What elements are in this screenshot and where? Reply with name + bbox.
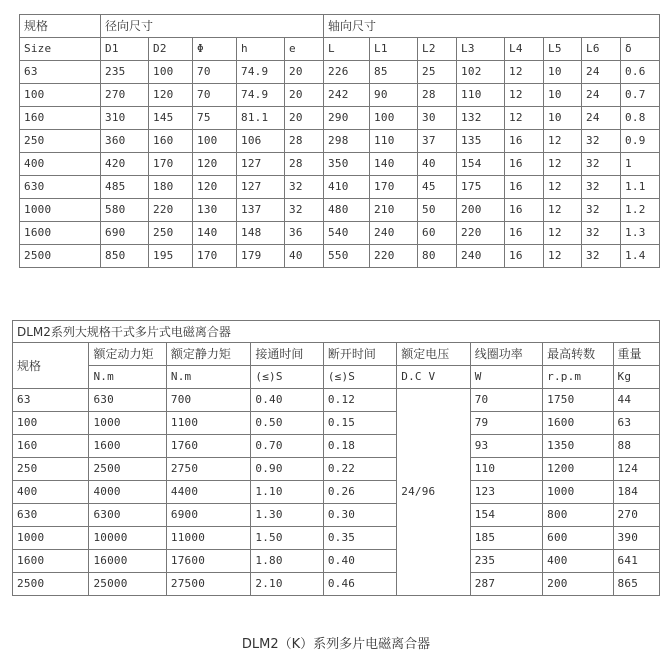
table-cell: 85 xyxy=(370,61,418,84)
table-cell: 1000 xyxy=(20,199,101,222)
voltage-cell: 24/96 xyxy=(397,389,470,596)
table-cell: 1000 xyxy=(543,481,613,504)
table-cell: 63 xyxy=(13,389,89,412)
table-cell: 12 xyxy=(544,153,582,176)
table-cell: 1.2 xyxy=(621,199,660,222)
table-cell: 0.9 xyxy=(621,130,660,153)
table-cell: 24 xyxy=(582,84,621,107)
table-cell: 420 xyxy=(101,153,149,176)
table-cell: 120 xyxy=(193,153,237,176)
table-cell: 75 xyxy=(193,107,237,130)
table-cell: 1000 xyxy=(89,412,166,435)
table-row xyxy=(20,199,660,222)
table-cell: 12 xyxy=(544,222,582,245)
table-cell: 24 xyxy=(582,107,621,130)
table-cell: 550 xyxy=(324,245,370,268)
table-cell: 88 xyxy=(613,435,659,458)
clutch-table-title-row xyxy=(13,321,660,343)
table-cell: 17600 xyxy=(166,550,251,573)
table-cell: 60 xyxy=(418,222,457,245)
table-cell: 127 xyxy=(237,153,285,176)
table-cell: 12 xyxy=(505,84,544,107)
column-header: 额定电压 xyxy=(397,343,470,366)
table-cell: 32 xyxy=(582,245,621,268)
table-cell: 16 xyxy=(505,245,544,268)
table-cell: 0.15 xyxy=(323,412,396,435)
table-cell: 32 xyxy=(285,199,324,222)
table-cell: 6300 xyxy=(89,504,166,527)
table-cell: 24 xyxy=(582,61,621,84)
table-cell: 270 xyxy=(101,84,149,107)
table-cell: 32 xyxy=(582,222,621,245)
table-cell: 1350 xyxy=(543,435,613,458)
table-cell: 1 xyxy=(621,153,660,176)
table-cell: 1600 xyxy=(543,412,613,435)
table-row xyxy=(13,527,660,550)
table-cell: 1600 xyxy=(20,222,101,245)
table-cell: 160 xyxy=(13,435,89,458)
table-cell: 480 xyxy=(324,199,370,222)
table-cell: 390 xyxy=(613,527,659,550)
table-cell: 74.9 xyxy=(237,61,285,84)
table-cell: 135 xyxy=(457,130,505,153)
table-cell: 184 xyxy=(613,481,659,504)
table-cell: 100 xyxy=(13,412,89,435)
table-cell: 2.10 xyxy=(251,573,323,596)
table-cell: 140 xyxy=(370,153,418,176)
table-cell: 70 xyxy=(193,84,237,107)
table-cell: 12 xyxy=(544,130,582,153)
clutch-table-title: DLM2系列大规格干式多片式电磁离合器 xyxy=(13,321,660,343)
table-cell: 1200 xyxy=(543,458,613,481)
column-header: L3 xyxy=(457,38,505,61)
table-cell: 12 xyxy=(544,199,582,222)
column-header: 额定动力矩 xyxy=(89,343,166,366)
table-cell: 137 xyxy=(237,199,285,222)
table-cell: 0.30 xyxy=(323,504,396,527)
table-cell: 28 xyxy=(418,84,457,107)
dimensions-table xyxy=(19,14,660,268)
table-cell: 195 xyxy=(149,245,193,268)
table-cell: 93 xyxy=(470,435,542,458)
table-cell: 2500 xyxy=(89,458,166,481)
table-cell: 600 xyxy=(543,527,613,550)
table-cell: 32 xyxy=(582,199,621,222)
table-cell: 63 xyxy=(20,61,101,84)
table-cell: 100 xyxy=(149,61,193,84)
table-cell: 235 xyxy=(101,61,149,84)
table-cell: 270 xyxy=(613,504,659,527)
table-cell: 0.90 xyxy=(251,458,323,481)
table-cell: 154 xyxy=(457,153,505,176)
table-cell: 140 xyxy=(193,222,237,245)
table-row xyxy=(20,130,660,153)
table-cell: 865 xyxy=(613,573,659,596)
table-cell: 630 xyxy=(20,176,101,199)
table-cell: 1.1 xyxy=(621,176,660,199)
table-row xyxy=(13,412,660,435)
table-cell: 16000 xyxy=(89,550,166,573)
table-cell: 641 xyxy=(613,550,659,573)
column-header: Size xyxy=(20,38,101,61)
table-cell: 0.40 xyxy=(323,550,396,573)
spec-header: 规格 xyxy=(13,343,89,389)
table-cell: 6900 xyxy=(166,504,251,527)
table-cell: 400 xyxy=(20,153,101,176)
table-cell: 4000 xyxy=(89,481,166,504)
column-header: 额定静力矩 xyxy=(166,343,251,366)
table-row xyxy=(13,389,660,412)
table-cell: 220 xyxy=(457,222,505,245)
table-cell: 10 xyxy=(544,84,582,107)
table-cell: 170 xyxy=(370,176,418,199)
table-cell: 20 xyxy=(285,61,324,84)
table-cell: 0.35 xyxy=(323,527,396,550)
table-row xyxy=(20,153,660,176)
table-cell: 110 xyxy=(457,84,505,107)
table-cell: 240 xyxy=(370,222,418,245)
table-cell: 400 xyxy=(543,550,613,573)
table-cell: 1000 xyxy=(13,527,89,550)
column-header: L6 xyxy=(582,38,621,61)
table-cell: 170 xyxy=(193,245,237,268)
table-cell: 50 xyxy=(418,199,457,222)
table-row xyxy=(13,504,660,527)
table-cell: 4400 xyxy=(166,481,251,504)
table-row xyxy=(13,573,660,596)
table-cell: 0.12 xyxy=(323,389,396,412)
table-cell: 298 xyxy=(324,130,370,153)
table-row xyxy=(20,245,660,268)
table-cell: 0.8 xyxy=(621,107,660,130)
column-header: 断开时间 xyxy=(323,343,396,366)
table-cell: 220 xyxy=(370,245,418,268)
table-cell: 250 xyxy=(13,458,89,481)
table-cell: 360 xyxy=(101,130,149,153)
clutch-spec-table xyxy=(12,320,660,596)
table-cell: 102 xyxy=(457,61,505,84)
spec-header: 规格 xyxy=(20,15,101,38)
table-cell: 36 xyxy=(285,222,324,245)
table-cell: 700 xyxy=(166,389,251,412)
column-header: D2 xyxy=(149,38,193,61)
column-header: e xyxy=(285,38,324,61)
unit-cell: (≤)S xyxy=(323,366,396,389)
table-row xyxy=(13,435,660,458)
table-cell: 180 xyxy=(149,176,193,199)
table-cell: 540 xyxy=(324,222,370,245)
table-cell: 100 xyxy=(20,84,101,107)
table-cell: 27500 xyxy=(166,573,251,596)
column-header: L xyxy=(324,38,370,61)
table-cell: 74.9 xyxy=(237,84,285,107)
table-cell: 250 xyxy=(149,222,193,245)
column-header: 线圈功率 xyxy=(470,343,542,366)
table-cell: 1.50 xyxy=(251,527,323,550)
unit-cell: W xyxy=(470,366,542,389)
table-cell: 132 xyxy=(457,107,505,130)
table-cell: 79 xyxy=(470,412,542,435)
table-cell: 100 xyxy=(370,107,418,130)
table-cell: 28 xyxy=(285,153,324,176)
table-cell: 0.46 xyxy=(323,573,396,596)
table-cell: 200 xyxy=(543,573,613,596)
table-cell: 200 xyxy=(457,199,505,222)
table-cell: 16 xyxy=(505,176,544,199)
table-cell: 287 xyxy=(470,573,542,596)
column-header: 最高转数 xyxy=(543,343,613,366)
table-cell: 16 xyxy=(505,222,544,245)
table-cell: 1.30 xyxy=(251,504,323,527)
table-cell: 1600 xyxy=(89,435,166,458)
table-cell: 0.7 xyxy=(621,84,660,107)
unit-cell: r.p.m xyxy=(543,366,613,389)
unit-cell: (≤)S xyxy=(251,366,323,389)
table-cell: 148 xyxy=(237,222,285,245)
unit-cell: N.m xyxy=(166,366,251,389)
table-cell: 32 xyxy=(582,153,621,176)
table-cell: 110 xyxy=(370,130,418,153)
table-cell: 0.18 xyxy=(323,435,396,458)
table-cell: 124 xyxy=(613,458,659,481)
table-row xyxy=(20,84,660,107)
table-cell: 1760 xyxy=(166,435,251,458)
table-cell: 154 xyxy=(470,504,542,527)
column-header: L1 xyxy=(370,38,418,61)
table-cell: 0.50 xyxy=(251,412,323,435)
table-cell: 12 xyxy=(544,176,582,199)
table-cell: 110 xyxy=(470,458,542,481)
table-row xyxy=(13,481,660,504)
table-cell: 175 xyxy=(457,176,505,199)
table-cell: 410 xyxy=(324,176,370,199)
table-cell: 0.6 xyxy=(621,61,660,84)
table-cell: 12 xyxy=(505,61,544,84)
table-cell: 0.40 xyxy=(251,389,323,412)
table-cell: 40 xyxy=(418,153,457,176)
table-cell: 80 xyxy=(418,245,457,268)
table-cell: 10 xyxy=(544,107,582,130)
table-cell: 106 xyxy=(237,130,285,153)
table-cell: 16 xyxy=(505,199,544,222)
table-cell: 1.10 xyxy=(251,481,323,504)
column-header: 接通时间 xyxy=(251,343,323,366)
table-cell: 290 xyxy=(324,107,370,130)
table-cell: 400 xyxy=(13,481,89,504)
table-cell: 1.80 xyxy=(251,550,323,573)
table-cell: 81.1 xyxy=(237,107,285,130)
table-cell: 16 xyxy=(505,130,544,153)
table-cell: 32 xyxy=(582,176,621,199)
table-cell: 37 xyxy=(418,130,457,153)
table-row xyxy=(20,61,660,84)
table-cell: 16 xyxy=(505,153,544,176)
table-cell: 220 xyxy=(149,199,193,222)
table-cell: 32 xyxy=(285,176,324,199)
table-cell: 90 xyxy=(370,84,418,107)
table-cell: 11000 xyxy=(166,527,251,550)
table-cell: 120 xyxy=(193,176,237,199)
table-cell: 1.3 xyxy=(621,222,660,245)
table-cell: 40 xyxy=(285,245,324,268)
clutch-units-row xyxy=(13,366,660,389)
radial-header: 径向尺寸 xyxy=(101,15,324,38)
table-cell: 242 xyxy=(324,84,370,107)
table-cell: 1750 xyxy=(543,389,613,412)
column-header: 重量 xyxy=(613,343,659,366)
table-row xyxy=(20,107,660,130)
dimensions-column-header-row xyxy=(20,38,660,61)
table-cell: 2750 xyxy=(166,458,251,481)
axial-header: 轴向尺寸 xyxy=(324,15,660,38)
dimensions-group-header xyxy=(20,15,660,38)
table-cell: 45 xyxy=(418,176,457,199)
table-cell: 130 xyxy=(193,199,237,222)
unit-cell: N.m xyxy=(89,366,166,389)
table-cell: 850 xyxy=(101,245,149,268)
table-cell: 28 xyxy=(285,130,324,153)
table-cell: 630 xyxy=(13,504,89,527)
table-cell: 1.4 xyxy=(621,245,660,268)
unit-cell: D.C V xyxy=(397,366,470,389)
table-cell: 100 xyxy=(193,130,237,153)
table-cell: 70 xyxy=(193,61,237,84)
table-cell: 12 xyxy=(505,107,544,130)
column-header: Φ xyxy=(193,38,237,61)
table-cell: 800 xyxy=(543,504,613,527)
table-cell: 145 xyxy=(149,107,193,130)
unit-cell: Kg xyxy=(613,366,659,389)
table-cell: 70 xyxy=(470,389,542,412)
column-header: L4 xyxy=(505,38,544,61)
table-cell: 32 xyxy=(582,130,621,153)
table-cell: 0.22 xyxy=(323,458,396,481)
table-cell: 2500 xyxy=(20,245,101,268)
figure-caption: DLM2（K）系列多片电磁离合器 xyxy=(241,637,431,652)
table-cell: 2500 xyxy=(13,573,89,596)
table-cell: 10000 xyxy=(89,527,166,550)
column-header: L2 xyxy=(418,38,457,61)
column-header: h xyxy=(237,38,285,61)
table-cell: 12 xyxy=(544,245,582,268)
table-cell: 170 xyxy=(149,153,193,176)
table-cell: 25 xyxy=(418,61,457,84)
table-cell: 25000 xyxy=(89,573,166,596)
column-header: δ xyxy=(621,38,660,61)
table-cell: 20 xyxy=(285,107,324,130)
table-cell: 44 xyxy=(613,389,659,412)
table-cell: 160 xyxy=(149,130,193,153)
table-cell: 127 xyxy=(237,176,285,199)
table-cell: 30 xyxy=(418,107,457,130)
table-row xyxy=(13,550,660,573)
table-cell: 235 xyxy=(470,550,542,573)
table-cell: 485 xyxy=(101,176,149,199)
table-cell: 0.26 xyxy=(323,481,396,504)
table-cell: 123 xyxy=(470,481,542,504)
table-cell: 10 xyxy=(544,61,582,84)
table-cell: 210 xyxy=(370,199,418,222)
table-cell: 179 xyxy=(237,245,285,268)
table-row xyxy=(13,458,660,481)
column-header: L5 xyxy=(544,38,582,61)
table-cell: 350 xyxy=(324,153,370,176)
table-cell: 0.70 xyxy=(251,435,323,458)
table-cell: 63 xyxy=(613,412,659,435)
clutch-header-row xyxy=(13,343,660,366)
table-cell: 120 xyxy=(149,84,193,107)
table-cell: 160 xyxy=(20,107,101,130)
table-row xyxy=(20,176,660,199)
column-header: D1 xyxy=(101,38,149,61)
table-cell: 20 xyxy=(285,84,324,107)
table-cell: 185 xyxy=(470,527,542,550)
table-cell: 1600 xyxy=(13,550,89,573)
table-cell: 310 xyxy=(101,107,149,130)
table-cell: 690 xyxy=(101,222,149,245)
table-cell: 240 xyxy=(457,245,505,268)
table-row xyxy=(20,222,660,245)
table-cell: 1100 xyxy=(166,412,251,435)
table-cell: 630 xyxy=(89,389,166,412)
table-cell: 226 xyxy=(324,61,370,84)
table-cell: 250 xyxy=(20,130,101,153)
table-cell: 580 xyxy=(101,199,149,222)
